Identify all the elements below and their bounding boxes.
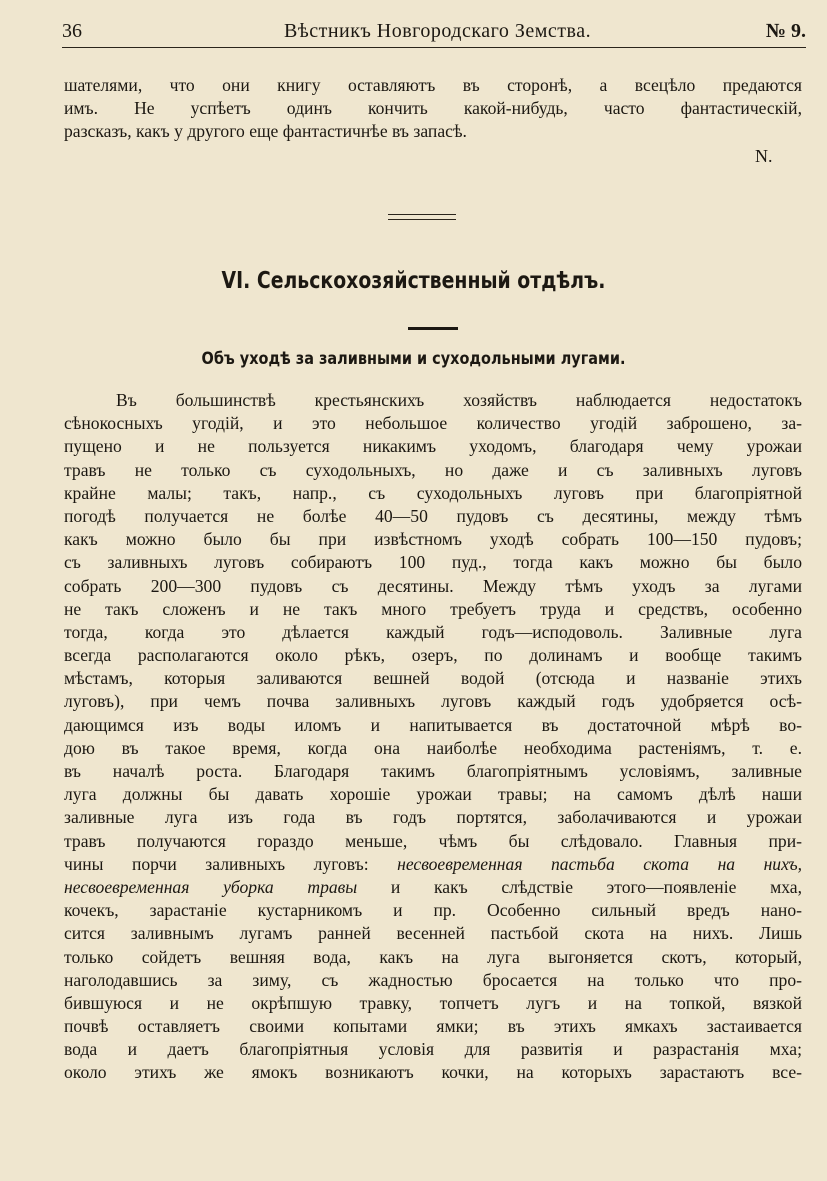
text-line: заливные луга изъ года въ годъ портятся, заболачиваются и урожаи — [64, 807, 802, 828]
text-line: луга должны бы давать хорошіе урожаи травы; на самомъ дѣлѣ наши — [64, 784, 802, 805]
continued-text — [64, 74, 802, 144]
issue-number: № 9. — [765, 20, 806, 42]
text-line: шателями, что они книгу оставляютъ въ сторонѣ, а всецѣло предаются — [64, 75, 802, 95]
page-number: 36 — [62, 20, 82, 42]
text-line: около этихъ же ямокъ возникаютъ кочки, на которыхъ зарастаютъ все- — [64, 1062, 802, 1083]
text-line: только сойдетъ вешняя вода, какъ на луга выгоняется скотъ, который, — [64, 946, 802, 967]
emphasis-text: несвоевременная уборка травы — [64, 876, 358, 897]
text-line — [64, 853, 802, 876]
text-line: собрать 200—300 пудовъ съ десятины. Между тѣмъ уходъ за лугами — [64, 575, 802, 596]
text-line: мѣстамъ, которыя заливаются вешней водой (отсюда и названіе этихъ — [64, 668, 802, 689]
article-body — [64, 389, 802, 1085]
text-line: кочекъ, зарастаніе кустарникомъ и пр. Особенно сильный вредъ нано- — [64, 900, 802, 921]
text-line: бившуюся и не окрѣпшую травку, топчетъ лугъ и на топкой, вязкой — [64, 992, 802, 1013]
separator-rule-top — [388, 214, 456, 215]
article-title: Объ уходѣ за заливными и суходольными лугами. — [201, 349, 626, 369]
text-line: дающимся изъ воды иломъ и напитывается въ достаточной мѣрѣ во- — [64, 714, 802, 735]
text-line: какъ можно было бы при извѣстномъ уходѣ собрать 100—150 пудовъ; — [64, 529, 802, 550]
section-title: VI. Сельскохозяйственный отдѣлъ. — [221, 268, 606, 294]
signature: N. — [755, 146, 773, 166]
text-line — [64, 876, 802, 899]
section-rule — [408, 327, 458, 330]
running-header — [62, 20, 806, 46]
separator-rule-bottom — [388, 219, 456, 220]
text-line: съ заливныхъ луговъ собираютъ 100 пуд., тогда какъ можно бы было — [64, 552, 802, 573]
text-line: Въ большинствѣ крестьянскихъ хозяйствъ наблюдается недостатокъ — [116, 390, 802, 410]
text-line: погодѣ получается не болѣе 40—50 пудовъ съ десятины, между тѣмъ — [64, 505, 802, 526]
journal-title: Вѣстникъ Новгородскаго Земства. — [284, 20, 592, 42]
text-line: травъ не только съ суходольныхъ, но даже и съ заливныхъ луговъ — [64, 459, 802, 480]
text-line: дою въ такое время, когда она наиболѣе необходима растеніямъ, т. е. — [64, 737, 802, 758]
emphasis-text: несвоевременная пастьба скота на нихъ, — [397, 853, 802, 874]
text-line: сѣнокосныхъ угодій, и это небольшое количество угодій заброшено, за- — [64, 413, 802, 434]
text-line: сится заливнымъ лугамъ ранней весенней пастьбой скота на нихъ. Лишь — [64, 923, 802, 944]
text-line: травъ получаются гораздо меньше, чѣмъ бы слѣдовало. Главныя при- — [64, 830, 802, 851]
text-line: наголодавшись за зиму, съ жадностью бросается на только что про- — [64, 969, 802, 990]
text-line: тогда, когда это дѣлается каждый годъ—исподоволь. Заливные луга — [64, 621, 802, 642]
text-line: луговъ), при чемъ почва заливныхъ луговъ каждый годъ удобряется осѣ- — [64, 691, 802, 712]
text-line: почвѣ оставляетъ своими копытами ямки; въ этихъ ямкахъ застаивается — [64, 1016, 802, 1037]
text-segment: и какъ слѣдствіе этого—появленіе мха, — [357, 876, 802, 897]
text-line: не такъ сложенъ и не такъ много требуетъ труда и средствъ, особенно — [64, 598, 802, 619]
text-line: пущено и не пользуется никакимъ уходомъ, благодаря чему урожаи — [64, 436, 802, 457]
text-line: имъ. Не успѣетъ одинъ кончить какой-нибудь, часто фантастическій, — [64, 98, 802, 119]
text-line: вода и даетъ благопріятныя условія для развитія и разрастанія мха; — [64, 1039, 802, 1060]
header-rule — [62, 47, 806, 48]
text-line: всегда располагаются около рѣкъ, озеръ, по долинамъ и вообще такимъ — [64, 645, 802, 666]
text-line: разсказъ, какъ у другого еще фантастичнѣе въ запасѣ. — [64, 121, 467, 142]
text-line: крайне малы; такъ, напр., съ суходольныхъ луговъ при благопріятной — [64, 482, 802, 503]
text-line: въ началѣ роста. Благодаря такимъ благопріятнымъ условіямъ, заливные — [64, 761, 802, 781]
text-segment: чины порчи заливныхъ луговъ: — [64, 853, 398, 874]
